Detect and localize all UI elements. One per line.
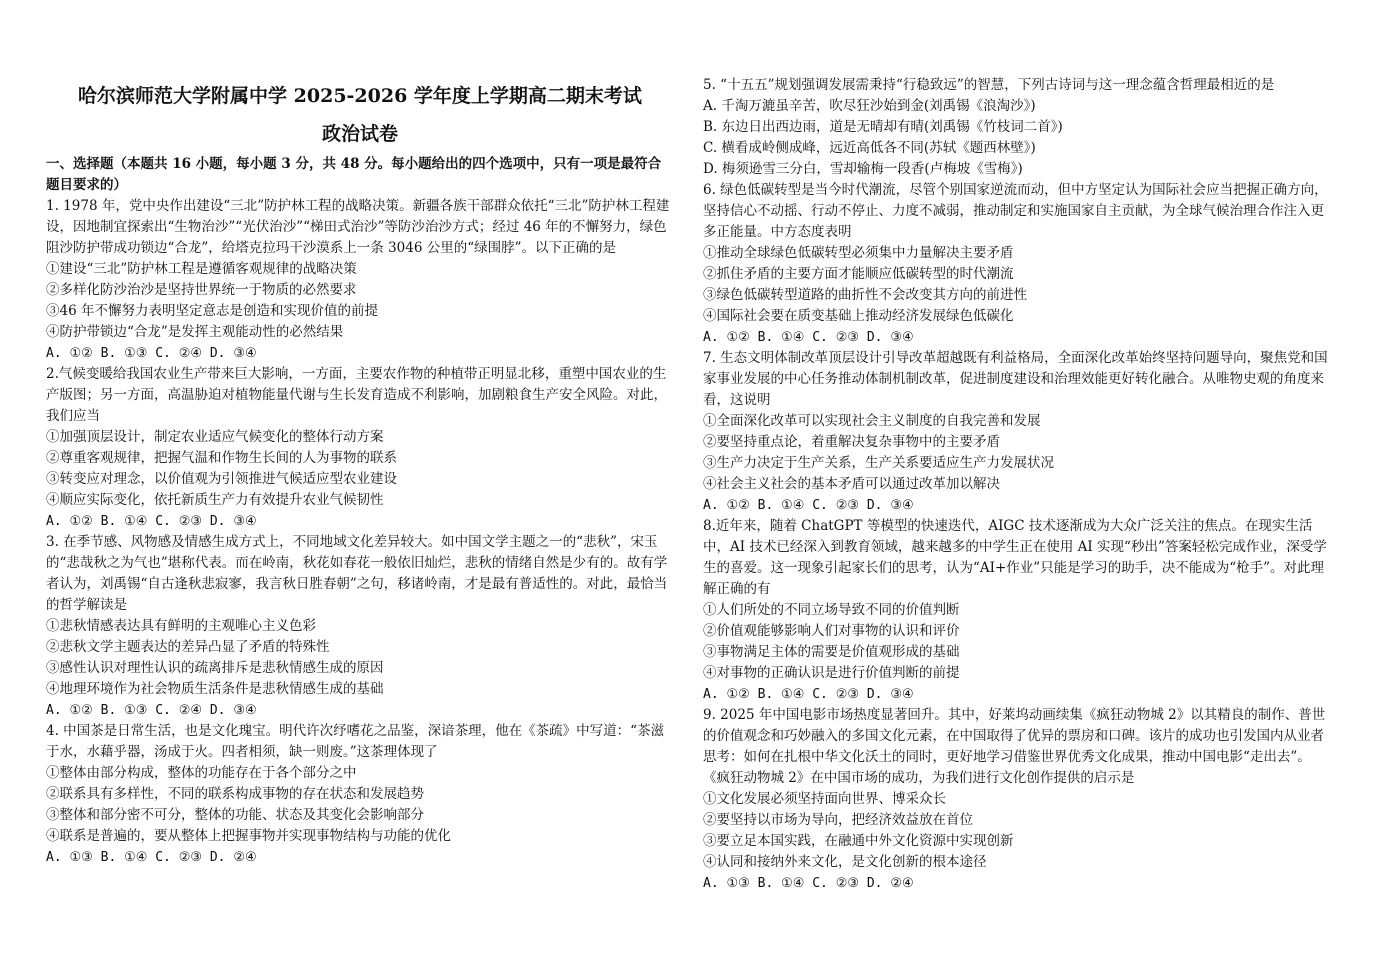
question-3 — [46, 532, 674, 721]
question-option: ④对事物的正确认识是进行价值判断的前提 — [703, 665, 960, 681]
section-heading: 一、选择题（本题共 16 小题，每小题 3 分，共 48 分。每小题给出的四个选项中，只有一项是最符合题目要求的） — [46, 156, 662, 193]
question-option: A. 千淘万漉虽辛苦，吹尽狂沙始到金(刘禹锡《浪淘沙》) — [703, 98, 1036, 114]
question-option: ②联系具有多样性，不同的联系构成事物的存在状态和发展趋势 — [46, 786, 424, 802]
question-9 — [703, 705, 1331, 894]
question-option: ③转变应对理念，以价值观为引领推进气候适应型农业建设 — [46, 471, 397, 487]
exam-subtitle: 政治试卷 — [321, 123, 398, 145]
answer-choices: A. ①② B. ①③ C. ②④ D. ③④ — [46, 703, 257, 718]
answer-choices: A. ①③ B. ①④ C. ②③ D. ②④ — [46, 850, 257, 865]
question-option: ②价值观能够影响人们对事物的认识和评价 — [703, 623, 960, 639]
question-8 — [703, 516, 1331, 705]
exam-title: 哈尔滨师范大学附属中学 2025-2026 学年度上学期高二期末考试 — [78, 85, 642, 107]
answer-choices: A. ①② B. ①④ C. ②③ D. ③④ — [703, 498, 914, 513]
question-option: ①全面深化改革可以实现社会主义制度的自我完善和发展 — [703, 413, 1041, 429]
question-4 — [46, 721, 674, 868]
question-option: ②抓住矛盾的主要方面才能顺应低碳转型的时代潮流 — [703, 266, 1014, 282]
answer-choices: A. ①② B. ①④ C. ②③ D. ③④ — [703, 330, 914, 345]
question-option: ③要立足本国实践，在融通中外文化资源中实现创新 — [703, 833, 1014, 849]
question-option: ①悲秋情感表达具有鲜明的主观唯心主义色彩 — [46, 618, 316, 634]
question-option: ①人们所处的不同立场导致不同的价值判断 — [703, 602, 960, 618]
answer-choices: A. ①② B. ①④ C. ②③ D. ③④ — [703, 687, 914, 702]
question-stem: 1. 1978 年，党中央作出建设“三北”防护林工程的战略决策。新疆各族干部群众依托“三北”防护林工程建设，因地制宜探索出“生物治沙”“光伏治沙”“梯田式治沙”等防沙治沙方式；经过 46 年的不懈努力，绿色阻沙防护带成功锁边“合龙”，给塔克拉玛干沙漠系上一条 3046 公里的“绿围脖”。以下正确的是 — [46, 198, 670, 256]
question-option: C. 横看成岭侧成峰，远近高低各不同(苏轼《题西林壁》) — [703, 140, 1036, 156]
question-option: ①加强顶层设计，制定农业适应气候变化的整体行动方案 — [46, 429, 384, 445]
question-option: ①推动全球绿色低碳转型必须集中力量解决主要矛盾 — [703, 245, 1014, 261]
question-option: ④认同和接纳外来文化，是文化创新的根本途径 — [703, 854, 987, 870]
question-7 — [703, 348, 1331, 516]
question-option: ④国际社会要在质变基础上推动经济发展绿色低碳化 — [703, 308, 1014, 324]
question-stem: 5. “十五五”规划强调发展需秉持“行稳致远”的智慧，下列古诗词与这一理念蕴含哲理最相近的是 — [703, 77, 1275, 93]
question-option: ④地理环境作为社会物质生活条件是悲秋情感生成的基础 — [46, 681, 384, 697]
right-column — [703, 75, 1331, 894]
question-option: ①整体由部分构成，整体的功能存在于各个部分之中 — [46, 765, 357, 781]
question-option: ③46 年不懈努力表明坚定意志是创造和实现价值的前提 — [46, 303, 378, 319]
question-stem: 9. 2025 年中国电影市场热度显著回升。其中，好莱坞动画续集《疯狂动物城 2》以其精良的制作、普世的价值观念和巧妙融入的多国文化元素，在中国取得了优异的票房和口碑。该片的成功也引发国内从业者思考：如何在扎根中华文化沃土的同时，更好地学习借鉴世界优秀文化成果，推动中国电影“走出去”。《疯狂动物城 2》在中国市场的成功，为我们进行文化创作提供的启示是 — [703, 707, 1326, 786]
answer-choices: A. ①② B. ①③ C. ②④ D. ③④ — [46, 346, 257, 361]
question-option: ③整体和部分密不可分，整体的功能、状态及其变化会影响部分 — [46, 807, 424, 823]
question-2 — [46, 364, 674, 532]
question-stem: 7. 生态文明体制改革顶层设计引导改革超越既有利益格局，全面深化改革始终坚持问题导向，聚焦党和国家事业发展的中心任务推动体制机制改革，促进制度建设和治理效能更好转化融合。从唯物史观的角度来看，这说明 — [703, 350, 1328, 408]
question-option: ④防护带锁边“合龙”是发挥主观能动性的必然结果 — [46, 324, 344, 340]
question-option: ②要坚持重点论，着重解决复杂事物中的主要矛盾 — [703, 434, 1000, 450]
question-stem: 8.近年来，随着 ChatGPT 等模型的快速迭代，AIGC 技术逐渐成为大众广泛关注的焦点。在现实生活中，AI 技术已经深入到教育领域，越来越多的中学生正在使用 AI 实现“秒出”答案轻松完成作业，深受学生的喜爱。这一现象引起家长们的思考，认为“AI+作业”只能是学习的助手，决不能成为“枪手”。对此理解正确的有 — [703, 518, 1327, 597]
question-option: ①建设“三北”防护林工程是遵循客观规律的战略决策 — [46, 261, 357, 277]
question-option: ③生产力决定于生产关系，生产关系要适应生产力发展状况 — [703, 455, 1054, 471]
question-option: ②尊重客观规律，把握气温和作物生长间的人为事物的联系 — [46, 450, 397, 466]
question-option: ②要坚持以市场为导向，把经济效益放在首位 — [703, 812, 973, 828]
question-option: ④联系是普遍的，要从整体上把握事物并实现事物结构与功能的优化 — [46, 828, 451, 844]
question-option: ②多样化防沙治沙是坚持世界统一于物质的必然要求 — [46, 282, 357, 298]
question-option: ①文化发展必须坚持面向世界、博采众长 — [703, 791, 946, 807]
question-6 — [703, 180, 1331, 348]
question-option: D. 梅须逊雪三分白，雪却输梅一段香(卢梅坡《雪梅》) — [703, 161, 1023, 177]
answer-choices: A. ①③ B. ①④ C. ②③ D. ②④ — [703, 876, 914, 891]
question-1 — [46, 196, 674, 364]
question-stem: 4. 中国茶是日常生活，也是文化瑰宝。明代许次纾嗜花之品鉴，深谙茶理，他在《茶疏》中写道：“茶滋于水，水藉乎器，汤成于火。四者相须，缺一则废。”这茶理体现了 — [46, 723, 665, 760]
question-stem: 6. 绿色低碳转型是当今时代潮流，尽管个别国家逆流而动，但中方坚定认为国际社会应当把握正确方向，坚持信心不动摇、行动不停止、力度不减弱，推动制定和实施国家自主贡献，为全球气候治理合作注入更多正能量。中方态度表明 — [703, 182, 1328, 240]
question-option: B. 东边日出西边雨，道是无晴却有晴(刘禹锡《竹枝词二首》) — [703, 119, 1063, 135]
question-option: ③事物满足主体的需要是价值观形成的基础 — [703, 644, 960, 660]
left-column — [46, 82, 674, 868]
question-option: ②悲秋文学主题表达的差异凸显了矛盾的特殊性 — [46, 639, 330, 655]
answer-choices: A. ①② B. ①④ C. ②③ D. ③④ — [46, 514, 257, 529]
question-5 — [703, 75, 1331, 180]
question-option: ④顺应实际变化，依托新质生产力有效提升农业气候韧性 — [46, 492, 384, 508]
question-stem: 2.气候变暖给我国农业生产带来巨大影响，一方面，主要农作物的种植带正明显北移，重塑中国农业的生产版图；另一方面，高温胁迫对植物能量代谢与生长发育造成不利影响，加剧粮食生产安全风险。对此，我们应当 — [46, 366, 667, 424]
question-option: ④社会主义社会的基本矛盾可以通过改革加以解决 — [703, 476, 1000, 492]
question-stem: 3. 在季节感、风物感及情感生成方式上，不同地域文化差异较大。如中国文学主题之一的“悲秋”，宋玉的“悲哉秋之为气也”堪称代表。而在岭南，秋花如春花一般依旧灿烂，悲秋的情绪自然是少有的。故有学者认为，刘禹锡“自古逢秋悲寂寥，我言秋日胜春朝”之句，移诸岭南，才是最有普适性的。对此，最恰当的哲学解读是 — [46, 534, 668, 613]
question-option: ③绿色低碳转型道路的曲折性不会改变其方向的前进性 — [703, 287, 1027, 303]
question-option: ③感性认识对理性认识的疏离排斥是悲秋情感生成的原因 — [46, 660, 384, 676]
